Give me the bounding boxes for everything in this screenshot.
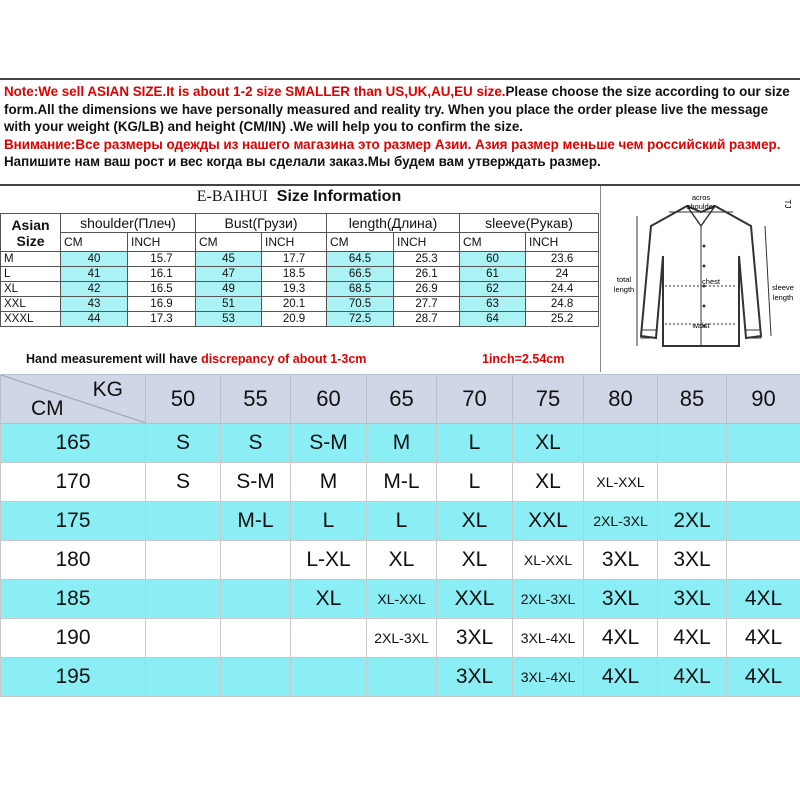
size-recommendation: XL: [513, 463, 584, 502]
size-row: [1, 267, 599, 282]
unit-cm: CM: [61, 233, 128, 252]
size-recommendation: 3XL: [437, 658, 513, 697]
cm-value: 45: [196, 252, 262, 267]
size-recommendation: [146, 502, 221, 541]
weight-header: 50: [146, 375, 221, 424]
size-recommendation: L: [437, 463, 513, 502]
size-recommendation: S-M: [221, 463, 291, 502]
shoulder-header: shoulder(Плеч): [61, 214, 196, 233]
size-recommendation: 3XL: [437, 619, 513, 658]
unit-inch: INCH: [526, 233, 599, 252]
weight-header: 80: [584, 375, 658, 424]
weight-header: 60: [291, 375, 367, 424]
size-recommendation: S: [146, 424, 221, 463]
cm-value: 43: [61, 297, 128, 312]
kg-cm-corner: [1, 375, 146, 424]
size-recommendation: [221, 580, 291, 619]
inch-value: 24.8: [526, 297, 599, 312]
waist-label: waist: [692, 321, 710, 330]
size-recommendation: XL: [291, 580, 367, 619]
height-label: 190: [1, 619, 146, 658]
hand-measure-text: Hand measurement will have: [26, 352, 202, 366]
height-label: 195: [1, 658, 146, 697]
size-recommendation: 4XL: [658, 658, 727, 697]
size-recommendation: L: [437, 424, 513, 463]
total-label: total: [616, 275, 632, 284]
size-recommendation: [727, 541, 800, 580]
cm-value: 60: [460, 252, 526, 267]
sleeve-label: sleeve: [772, 283, 794, 292]
size-recommendation: S: [221, 424, 291, 463]
inch-value: 26.1: [394, 267, 460, 282]
inch-value: 23.6: [526, 252, 599, 267]
height-label: 175: [1, 502, 146, 541]
size-recommendation: 4XL: [727, 619, 800, 658]
size-recommendation: L: [291, 502, 367, 541]
discrepancy-text: discrepancy of about 1-3cm: [201, 352, 367, 366]
size-row: [1, 312, 599, 327]
size-recommendation: M: [367, 424, 437, 463]
size-recommendation: 3XL: [584, 580, 658, 619]
corner-mark: TJ: [783, 199, 792, 209]
size-recommendation: [221, 619, 291, 658]
inch-value: 15.7: [128, 252, 196, 267]
size-recommendation: L: [367, 502, 437, 541]
size-recommendation: [727, 502, 800, 541]
size-recommendation: [584, 424, 658, 463]
weight-header: 55: [221, 375, 291, 424]
inch-value: 24.4: [526, 282, 599, 297]
inch-value: 25.3: [394, 252, 460, 267]
height-row: [1, 463, 800, 502]
size-recommendation: 3XL-4XL: [513, 658, 584, 697]
size-recommendation: 2XL-3XL: [584, 502, 658, 541]
size-recommendation: 3XL-4XL: [513, 619, 584, 658]
cm-value: 44: [61, 312, 128, 327]
inch-value: 25.2: [526, 312, 599, 327]
asian-size-header: Asian Size: [1, 214, 61, 252]
size-recommendation: 4XL: [658, 619, 727, 658]
size-recommendation: M-L: [221, 502, 291, 541]
inch-value: 17.3: [128, 312, 196, 327]
sleeve-header: sleeve(Рукав): [460, 214, 599, 233]
cm-value: 62: [460, 282, 526, 297]
weight-header: 75: [513, 375, 584, 424]
size-recommendation: XL-XXL: [584, 463, 658, 502]
inch-value: 20.9: [262, 312, 327, 327]
size-label: XXL: [1, 297, 61, 312]
size-row: [1, 252, 599, 267]
size-recommendation: M: [291, 463, 367, 502]
cm-label: CM: [31, 397, 64, 420]
cm-value: 41: [61, 267, 128, 282]
weight-height-table: [0, 374, 800, 697]
unit-cm: CM: [460, 233, 526, 252]
weight-header: 65: [367, 375, 437, 424]
size-info-title: [0, 188, 598, 206]
cm-value: 40: [61, 252, 128, 267]
note-warning: Note:We sell ASIAN SIZE.It is about 1-2 size SMALLER than US,UK,AU,EU size.: [4, 84, 506, 99]
height-label: 185: [1, 580, 146, 619]
sleeve-length-label: length: [772, 293, 794, 302]
height-row: [1, 424, 800, 463]
size-recommendation: XL: [513, 424, 584, 463]
size-recommendation: 2XL: [658, 502, 727, 541]
size-label: XL: [1, 282, 61, 297]
height-label: 170: [1, 463, 146, 502]
across-label: acros: [691, 193, 711, 202]
size-recommendation: [727, 424, 800, 463]
inch-value: 26.9: [394, 282, 460, 297]
height-label: 180: [1, 541, 146, 580]
height-row: [1, 619, 800, 658]
shirt-icon: [601, 186, 800, 372]
inch-value: 16.9: [128, 297, 196, 312]
size-label: L: [1, 267, 61, 282]
inch-value: 16.1: [128, 267, 196, 282]
size-recommendation: XL: [437, 541, 513, 580]
size-label: XXXL: [1, 312, 61, 327]
size-recommendation: [727, 463, 800, 502]
size-recommendation: XXL: [437, 580, 513, 619]
inch-value: 28.7: [394, 312, 460, 327]
size-recommendation: M-L: [367, 463, 437, 502]
cm-value: 64: [460, 312, 526, 327]
size-recommendation: [146, 541, 221, 580]
cm-value: 42: [61, 282, 128, 297]
height-row: [1, 541, 800, 580]
size-recommendation: [658, 424, 727, 463]
size-recommendation: [146, 619, 221, 658]
chest-label: chest: [702, 277, 720, 286]
inch-value: 24: [526, 267, 599, 282]
size-recommendation: [146, 580, 221, 619]
size-recommendation: [367, 658, 437, 697]
weight-header: 85: [658, 375, 727, 424]
unit-inch: INCH: [262, 233, 327, 252]
size-label: M: [1, 252, 61, 267]
size-recommendation: XXL: [513, 502, 584, 541]
inch-value: 16.5: [128, 282, 196, 297]
cm-value: 63: [460, 297, 526, 312]
note-russian-instructions: Напишите нам ваш рост и вес когда вы сделали заказ.Мы будем вам утверждать размер.: [4, 154, 601, 169]
inch-value: 17.7: [262, 252, 327, 267]
size-recommendation: XL-XXL: [367, 580, 437, 619]
shoulder-label: shoulder: [686, 202, 716, 211]
size-recommendation: [221, 541, 291, 580]
kg-label: KG: [92, 378, 123, 401]
height-row: [1, 658, 800, 697]
size-recommendation: 3XL: [658, 541, 727, 580]
cm-value: 64.5: [327, 252, 394, 267]
height-row: [1, 580, 800, 619]
weight-header: 70: [437, 375, 513, 424]
unit-cm: CM: [327, 233, 394, 252]
inch-value: 19.3: [262, 282, 327, 297]
size-recommendation: [221, 658, 291, 697]
size-recommendation: [291, 658, 367, 697]
size-recommendation: 4XL: [584, 619, 658, 658]
size-row: [1, 282, 599, 297]
size-row: [1, 297, 599, 312]
size-recommendation: XL: [437, 502, 513, 541]
inch-conversion: 1inch=2.54cm: [482, 352, 565, 366]
cm-value: 72.5: [327, 312, 394, 327]
size-recommendation: [146, 658, 221, 697]
cm-value: 68.5: [327, 282, 394, 297]
height-label: 165: [1, 424, 146, 463]
size-recommendation: [658, 463, 727, 502]
cm-value: 66.5: [327, 267, 394, 282]
total-length-label: length: [613, 285, 635, 294]
cm-value: 61: [460, 267, 526, 282]
note-instructions: Please choose the size according to our size form.All the dimensions we have personally measured and reality try. When you place the order please live the message with your weight (KG/LB) and height (CM/IN) .We will help you to confirm the size.: [4, 84, 790, 134]
unit-cm: CM: [196, 233, 262, 252]
size-recommendation: XL: [367, 541, 437, 580]
size-recommendation: XL-XXL: [513, 541, 584, 580]
size-recommendation: 4XL: [727, 658, 800, 697]
unit-inch: INCH: [128, 233, 196, 252]
size-recommendation: 2XL-3XL: [367, 619, 437, 658]
size-recommendation: 4XL: [584, 658, 658, 697]
bust-header: Bust(Грузи): [196, 214, 327, 233]
inch-value: 27.7: [394, 297, 460, 312]
size-recommendation: [291, 619, 367, 658]
height-row: [1, 502, 800, 541]
size-information-section: [0, 186, 800, 372]
size-info-heading: Size Information: [276, 188, 402, 205]
cm-value: 70.5: [327, 297, 394, 312]
note-russian-warning: Внимание:Все размеры одежды из нашего магазина это размер Азии. Азия размер меньше чем российский размер.: [4, 136, 781, 152]
brand-name: E-BAIHUI: [196, 188, 268, 205]
shirt-measurement-diagram: [600, 186, 800, 372]
size-measurement-table: [0, 213, 599, 327]
size-recommendation: 3XL: [658, 580, 727, 619]
size-recommendation: S: [146, 463, 221, 502]
weight-height-chart: [0, 374, 800, 798]
cm-value: 47: [196, 267, 262, 282]
size-recommendation: 2XL-3XL: [513, 580, 584, 619]
size-recommendation: S-M: [291, 424, 367, 463]
cm-value: 51: [196, 297, 262, 312]
weight-header: 90: [727, 375, 800, 424]
inch-value: 20.1: [262, 297, 327, 312]
cm-value: 53: [196, 312, 262, 327]
size-note: [0, 78, 800, 186]
size-recommendation: 4XL: [727, 580, 800, 619]
unit-inch: INCH: [394, 233, 460, 252]
length-header: length(Длина): [327, 214, 460, 233]
size-recommendation: L-XL: [291, 541, 367, 580]
inch-value: 18.5: [262, 267, 327, 282]
size-recommendation: 3XL: [584, 541, 658, 580]
cm-value: 49: [196, 282, 262, 297]
